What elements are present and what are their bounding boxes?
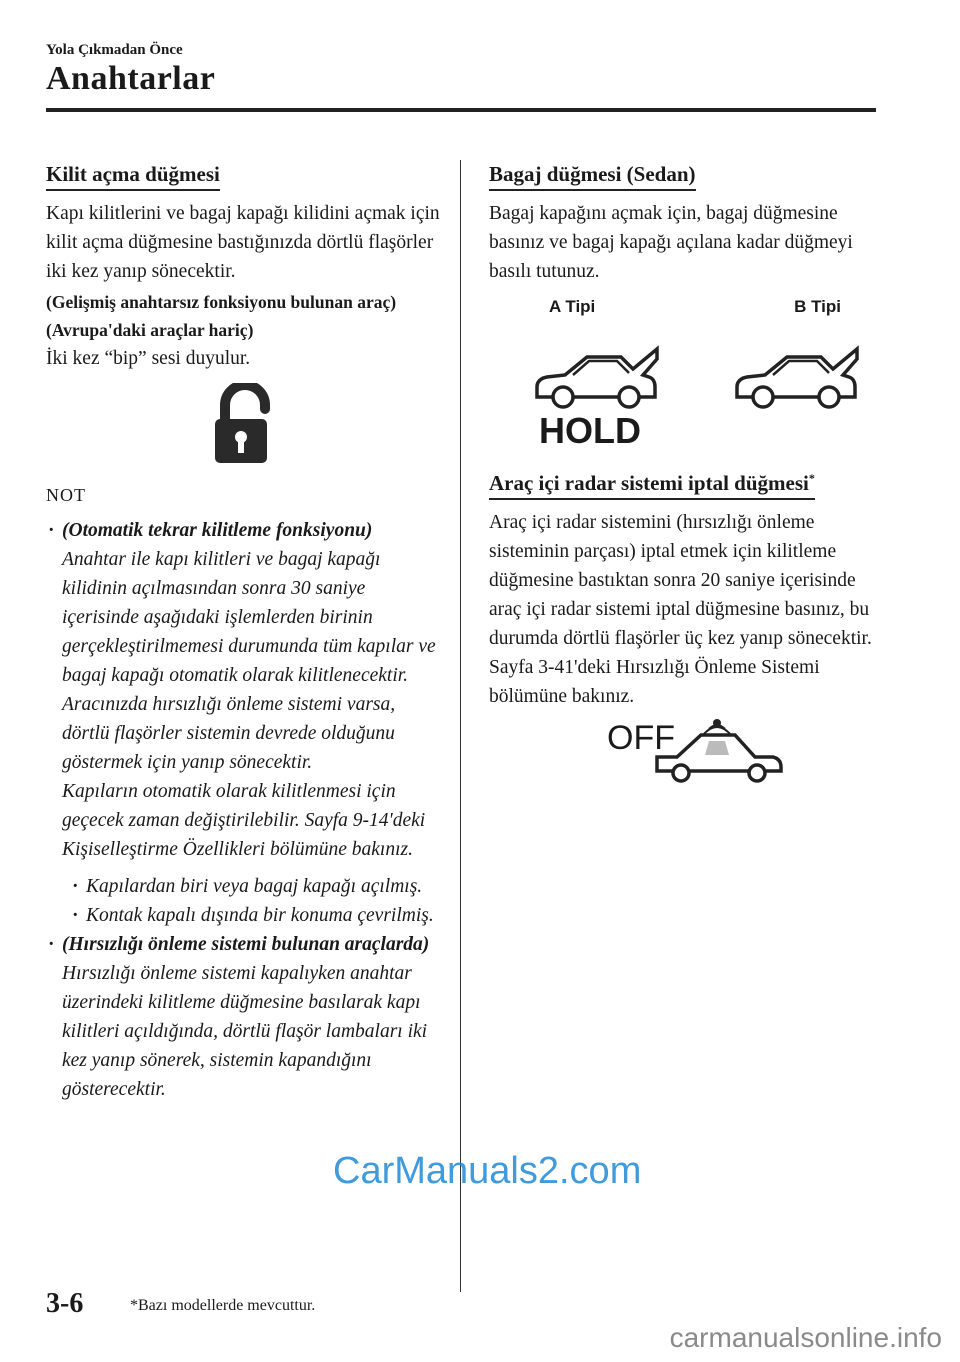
sub-bullet-door-open: · Kapılardan biri veya bagaj kapağı açılmış. xyxy=(46,872,446,901)
type-labels xyxy=(489,292,889,321)
off-label: OFF xyxy=(607,719,675,757)
breadcrumb: Yola Çıkmadan Önce xyxy=(46,42,183,58)
watermark: CarManuals2.com xyxy=(333,1150,642,1192)
trunk-paragraph: Bagaj kapağını açmak için, bagaj düğmesine basınız ve bagaj kapağı açılana kadar düğmeyi basılı tutunuz. xyxy=(489,203,853,282)
note-bullet-theft-deterrent xyxy=(46,930,446,1104)
hold-label: HOLD xyxy=(539,410,641,449)
unlock-heading: Kilit açma düğmesi xyxy=(46,160,220,191)
right-column xyxy=(489,160,889,799)
unlock-paragraph: Kapı kilitlerini ve bagaj kapağı kilidini açmak için kilit açma düğmesine bastığınızda dörtlü flaşörler iki kez yanıp sönecektir. xyxy=(46,203,440,282)
note-bullet-auto-relock xyxy=(46,516,446,864)
sub-bullet-ignition: · Kontak kapalı dışında bir konuma çevrilmiş. xyxy=(46,901,446,930)
radar-heading xyxy=(489,464,815,500)
type-b-label: B Tipi xyxy=(794,297,841,316)
advanced-keyless-note: (Gelişmiş anahtarsız fonksiyonu bulunan araç) (Avrupa'daki araçlar hariç) xyxy=(46,292,397,340)
type-a-label: A Tipi xyxy=(549,297,596,316)
page-number: 3-6 xyxy=(46,1288,84,1319)
radar-asterisk: * xyxy=(808,471,815,485)
title-rule xyxy=(46,108,876,112)
unlock-padlock-icon xyxy=(211,383,281,467)
auto-relock-body: Anahtar ile kapı kilitleri ve bagaj kapağı kilidinin açılmasından sonra 30 saniye içerisinde aşağıdaki işlemlerden birinin gerçekleştirilmemesi durumunda tüm kapılar ve bagaj kapağı otomatik olarak kilitlenecektir. Aracınızda hırsızlığı önleme sistemi varsa, dörtlü flaşörler sistemin devrede olduğunu göstermek için yanıp sönecektir. xyxy=(62,549,436,773)
unlock-icon-row xyxy=(46,383,446,467)
note-label: NOT xyxy=(46,485,86,505)
trunk-heading: Bagaj düğmesi (Sedan) xyxy=(489,160,696,191)
trunk-open-car-icon xyxy=(529,339,659,449)
theft-deterrent-body: Hırsızlığı önleme sistemi kapalıyken anahtar üzerindeki kilitleme düğmesine basılarak kapı kilitleri açıldığında, dörtlü flaşör lambaları iki kez yanıp sönerek, sistemin kapandığını gösterecektir. xyxy=(62,963,428,1100)
site-watermark: carmanualsonline.info xyxy=(669,1322,942,1353)
theft-deterrent-heading: (Hırsızlığı önleme sistemi bulunan araçlarda) xyxy=(62,934,430,955)
beep-text: İki kez “bip” sesi duyulur. xyxy=(46,348,251,369)
radar-paragraph: Araç içi radar sistemini (hırsızlığı önleme sisteminin parçası) iptal etmek için kilitleme düğmesine bastıktan sonra 20 saniye içerisinde araç içi radar sistemi iptal düğmesine basınız, bu durumda dörtlü flaşörler üç kez yanıp sönecektir. Sayfa 3-41'deki Hırsızlığı Önleme Sistemi bölümüne bakınız. xyxy=(489,512,872,707)
trunk-open-car-icon-b xyxy=(729,339,859,449)
auto-relock-body-2: Kapıların otomatik olarak kilitlenmesi için geçecek zaman değiştirilebilir. Sayfa 9-14'deki Kişiselleştirme Özellikleri bölümüne bakınız. xyxy=(62,781,426,860)
type-b-icon xyxy=(729,339,859,458)
footnote: *Bazı modellerde mevcuttur. xyxy=(130,1297,316,1314)
auto-relock-heading: (Otomatik tekrar kilitleme fonksiyonu) xyxy=(62,520,373,541)
radar-heading-text: Araç içi radar sistemi iptal düğmesi xyxy=(489,471,809,495)
radar-off-icon xyxy=(605,715,791,785)
radar-icon-row xyxy=(489,715,889,785)
left-column xyxy=(46,160,446,1104)
column-divider xyxy=(460,160,461,1292)
page-title: Anahtarlar xyxy=(46,60,216,97)
trunk-icons-row xyxy=(489,339,889,458)
type-a-icon xyxy=(529,339,659,458)
